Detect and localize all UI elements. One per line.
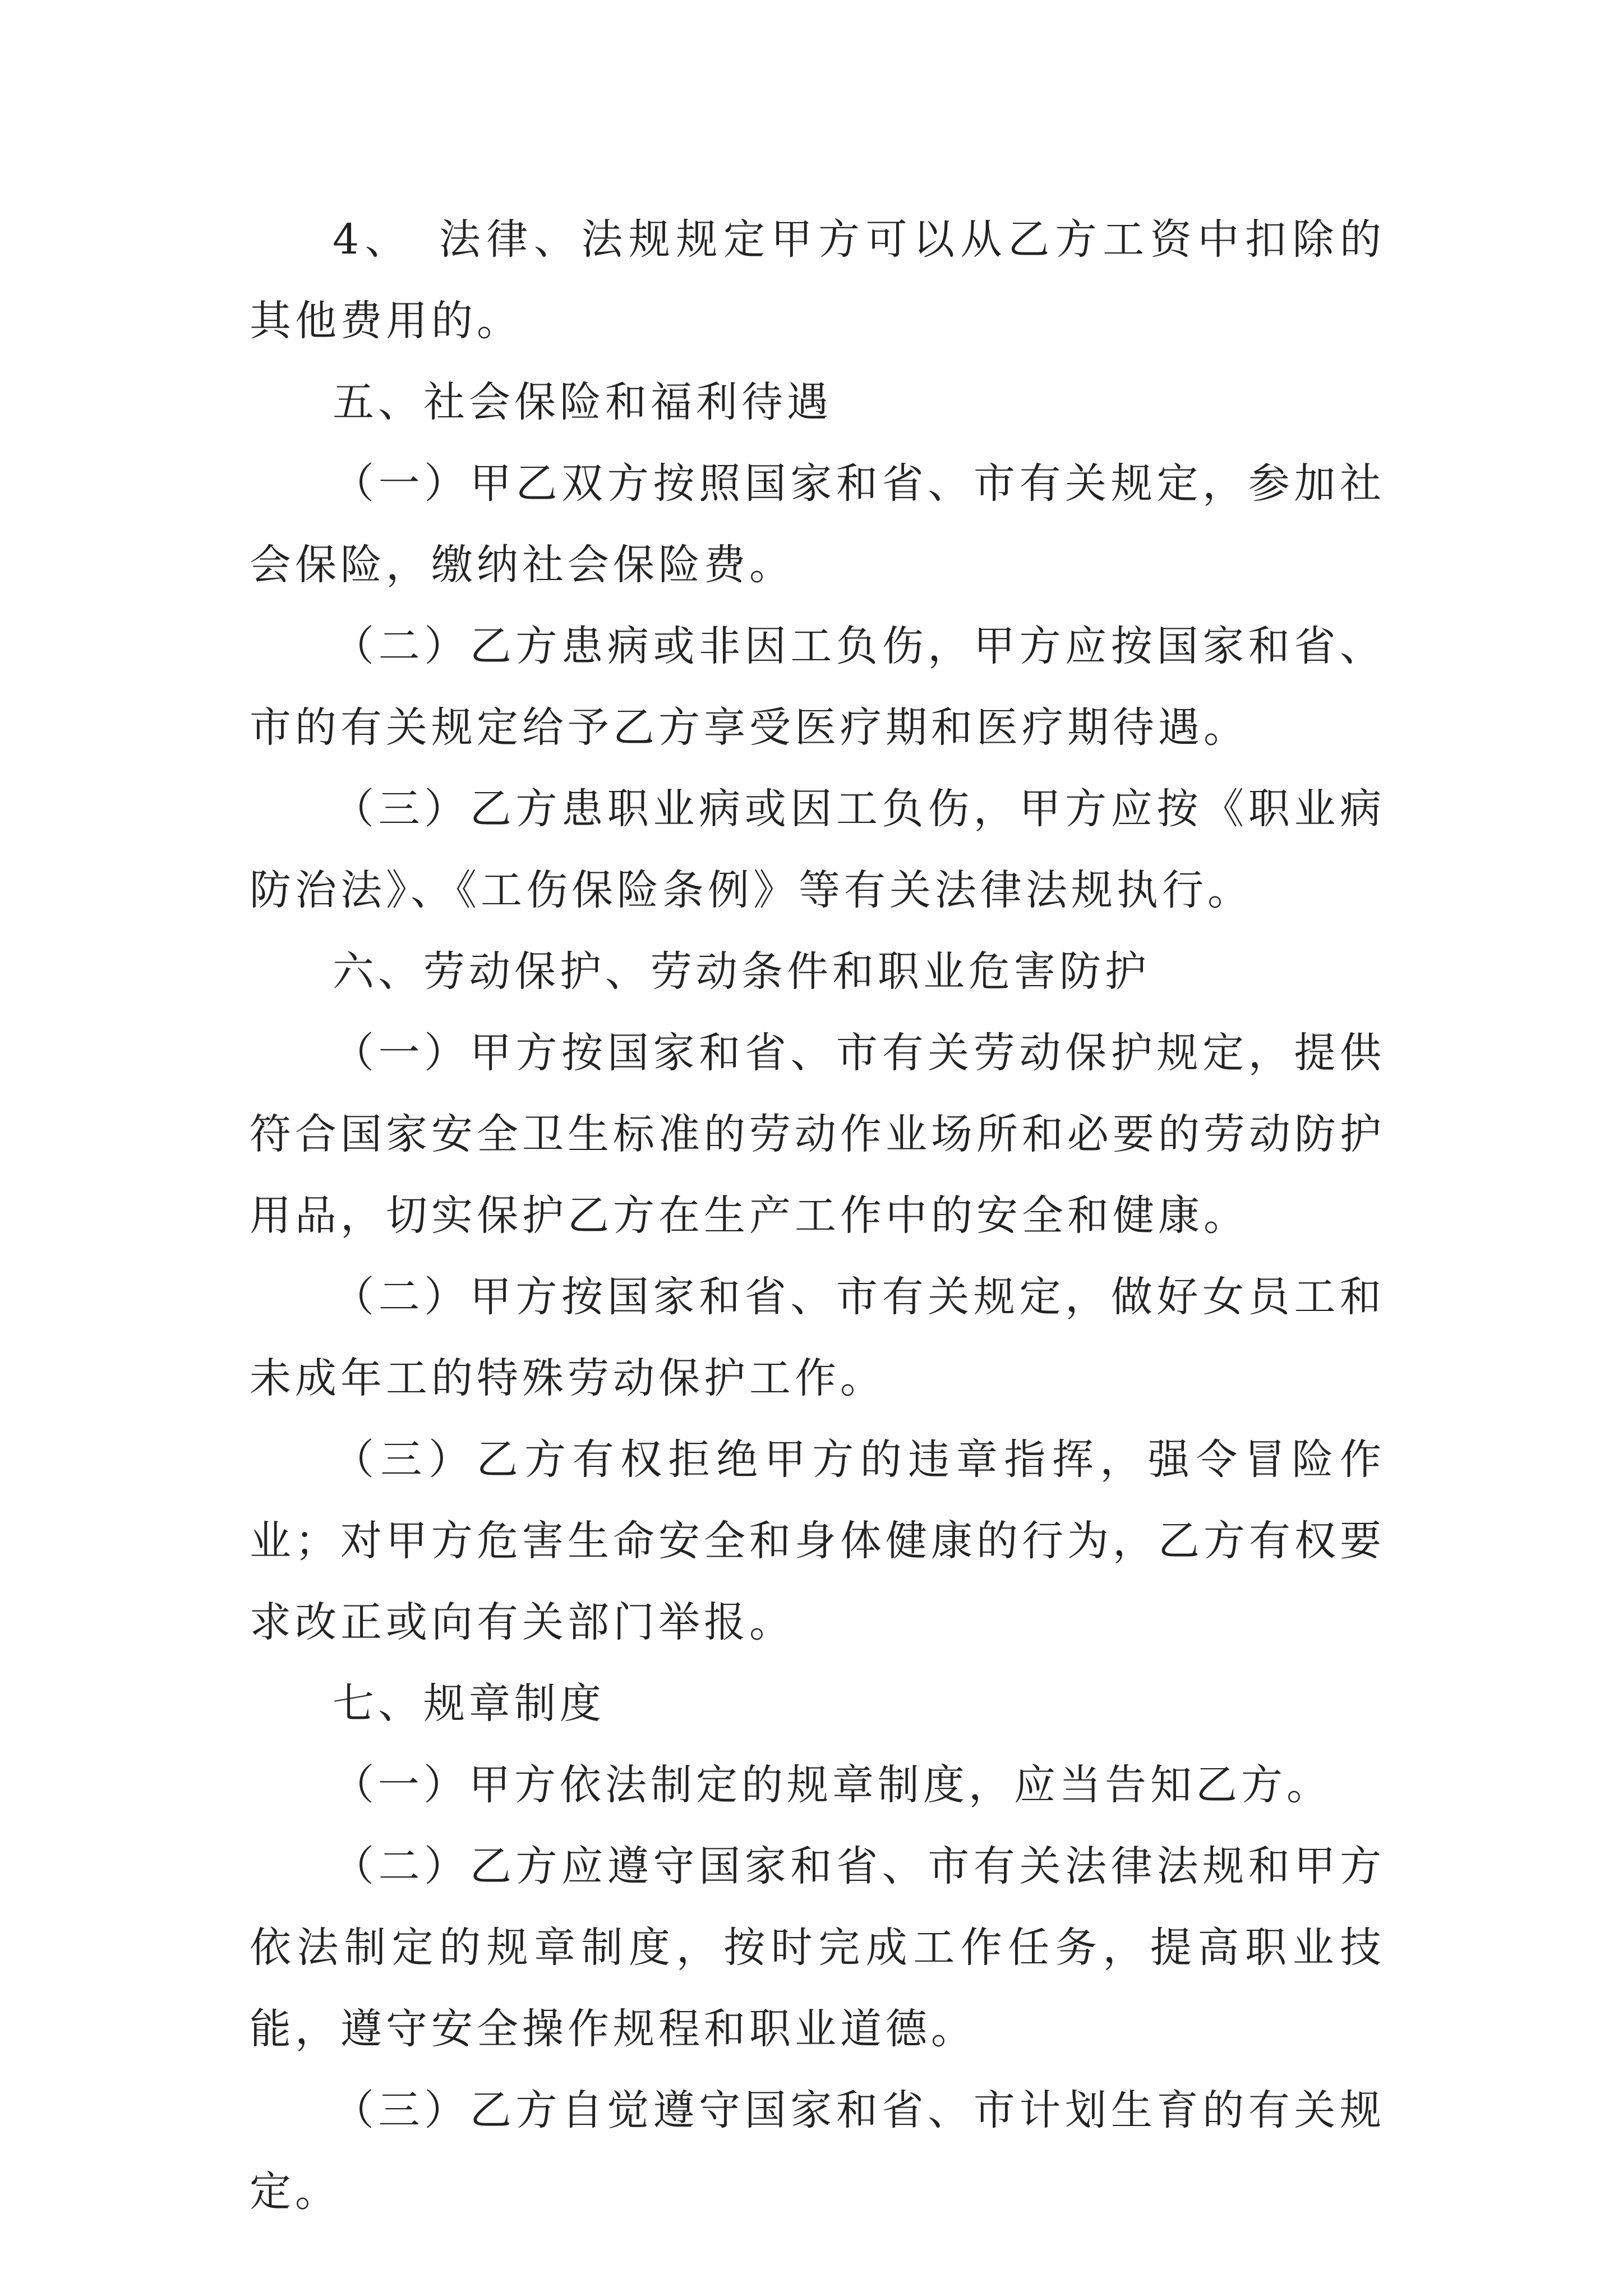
heading-section-6-labor-protection: 六、劳动保护、劳动条件和职业危害防护 [333, 947, 1150, 996]
paragraph-6-3-right-to-refuse: （三）乙方有权拒绝甲方的违章指挥，强令冒险作业；对甲方危害生命安全和身体健康的行为，乙方有权要求改正或向有关部门举报。 [250, 1435, 1385, 1646]
paragraph-5-1-social-insurance: （一）甲乙双方按照国家和省、市有关规定，参加社会保险，缴纳社会保险费。 [250, 459, 1385, 589]
document-body [250, 199, 1385, 2233]
heading-section-5-social-insurance: 五、社会保险和福利待遇 [333, 378, 832, 426]
paragraph-6-1-workplace-safety: （一）甲方按国家和省、市有关劳动保护规定，提供符合国家安全卫生标准的劳动作业场所和必要的劳动防护用品，切实保护乙方在生产工作中的安全和健康。 [250, 1029, 1385, 1240]
paragraph-7-2-compliance: （二）乙方应遵守国家和省、市有关法律法规和甲方依法制定的规章制度，按时完成工作任务，提高职业技能，遵守安全操作规程和职业道德。 [250, 1842, 1385, 2053]
paragraph-6-2-special-protection: （二）甲方按国家和省、市有关规定，做好女员工和未成年工的特殊劳动保护工作。 [250, 1273, 1385, 1402]
paragraph-5-3-occupational-injury: （三）乙方患职业病或因工负伤，甲方应按《职业病防治法》、《工伤保险条例》等有关法律法规执行。 [250, 785, 1385, 914]
paragraph-5-2-medical-period: （二）乙方患病或非因工负伤，甲方应按国家和省、市的有关规定给予乙方享受医疗期和医疗期待遇。 [250, 622, 1385, 752]
paragraph-7-3-family-planning: （三）乙方自觉遵守国家和省、市计划生育的有关规定。 [250, 2086, 1385, 2216]
paragraph-clause-4-other-deductions: 4、 法律、法规规定甲方可以从乙方工资中扣除的其他费用的。 [250, 215, 1385, 345]
paragraph-7-1-rules-notice: （一）甲方依法制定的规章制度，应当告知乙方。 [333, 1761, 1332, 1809]
heading-section-7-rules: 七、规章制度 [333, 1680, 605, 1728]
